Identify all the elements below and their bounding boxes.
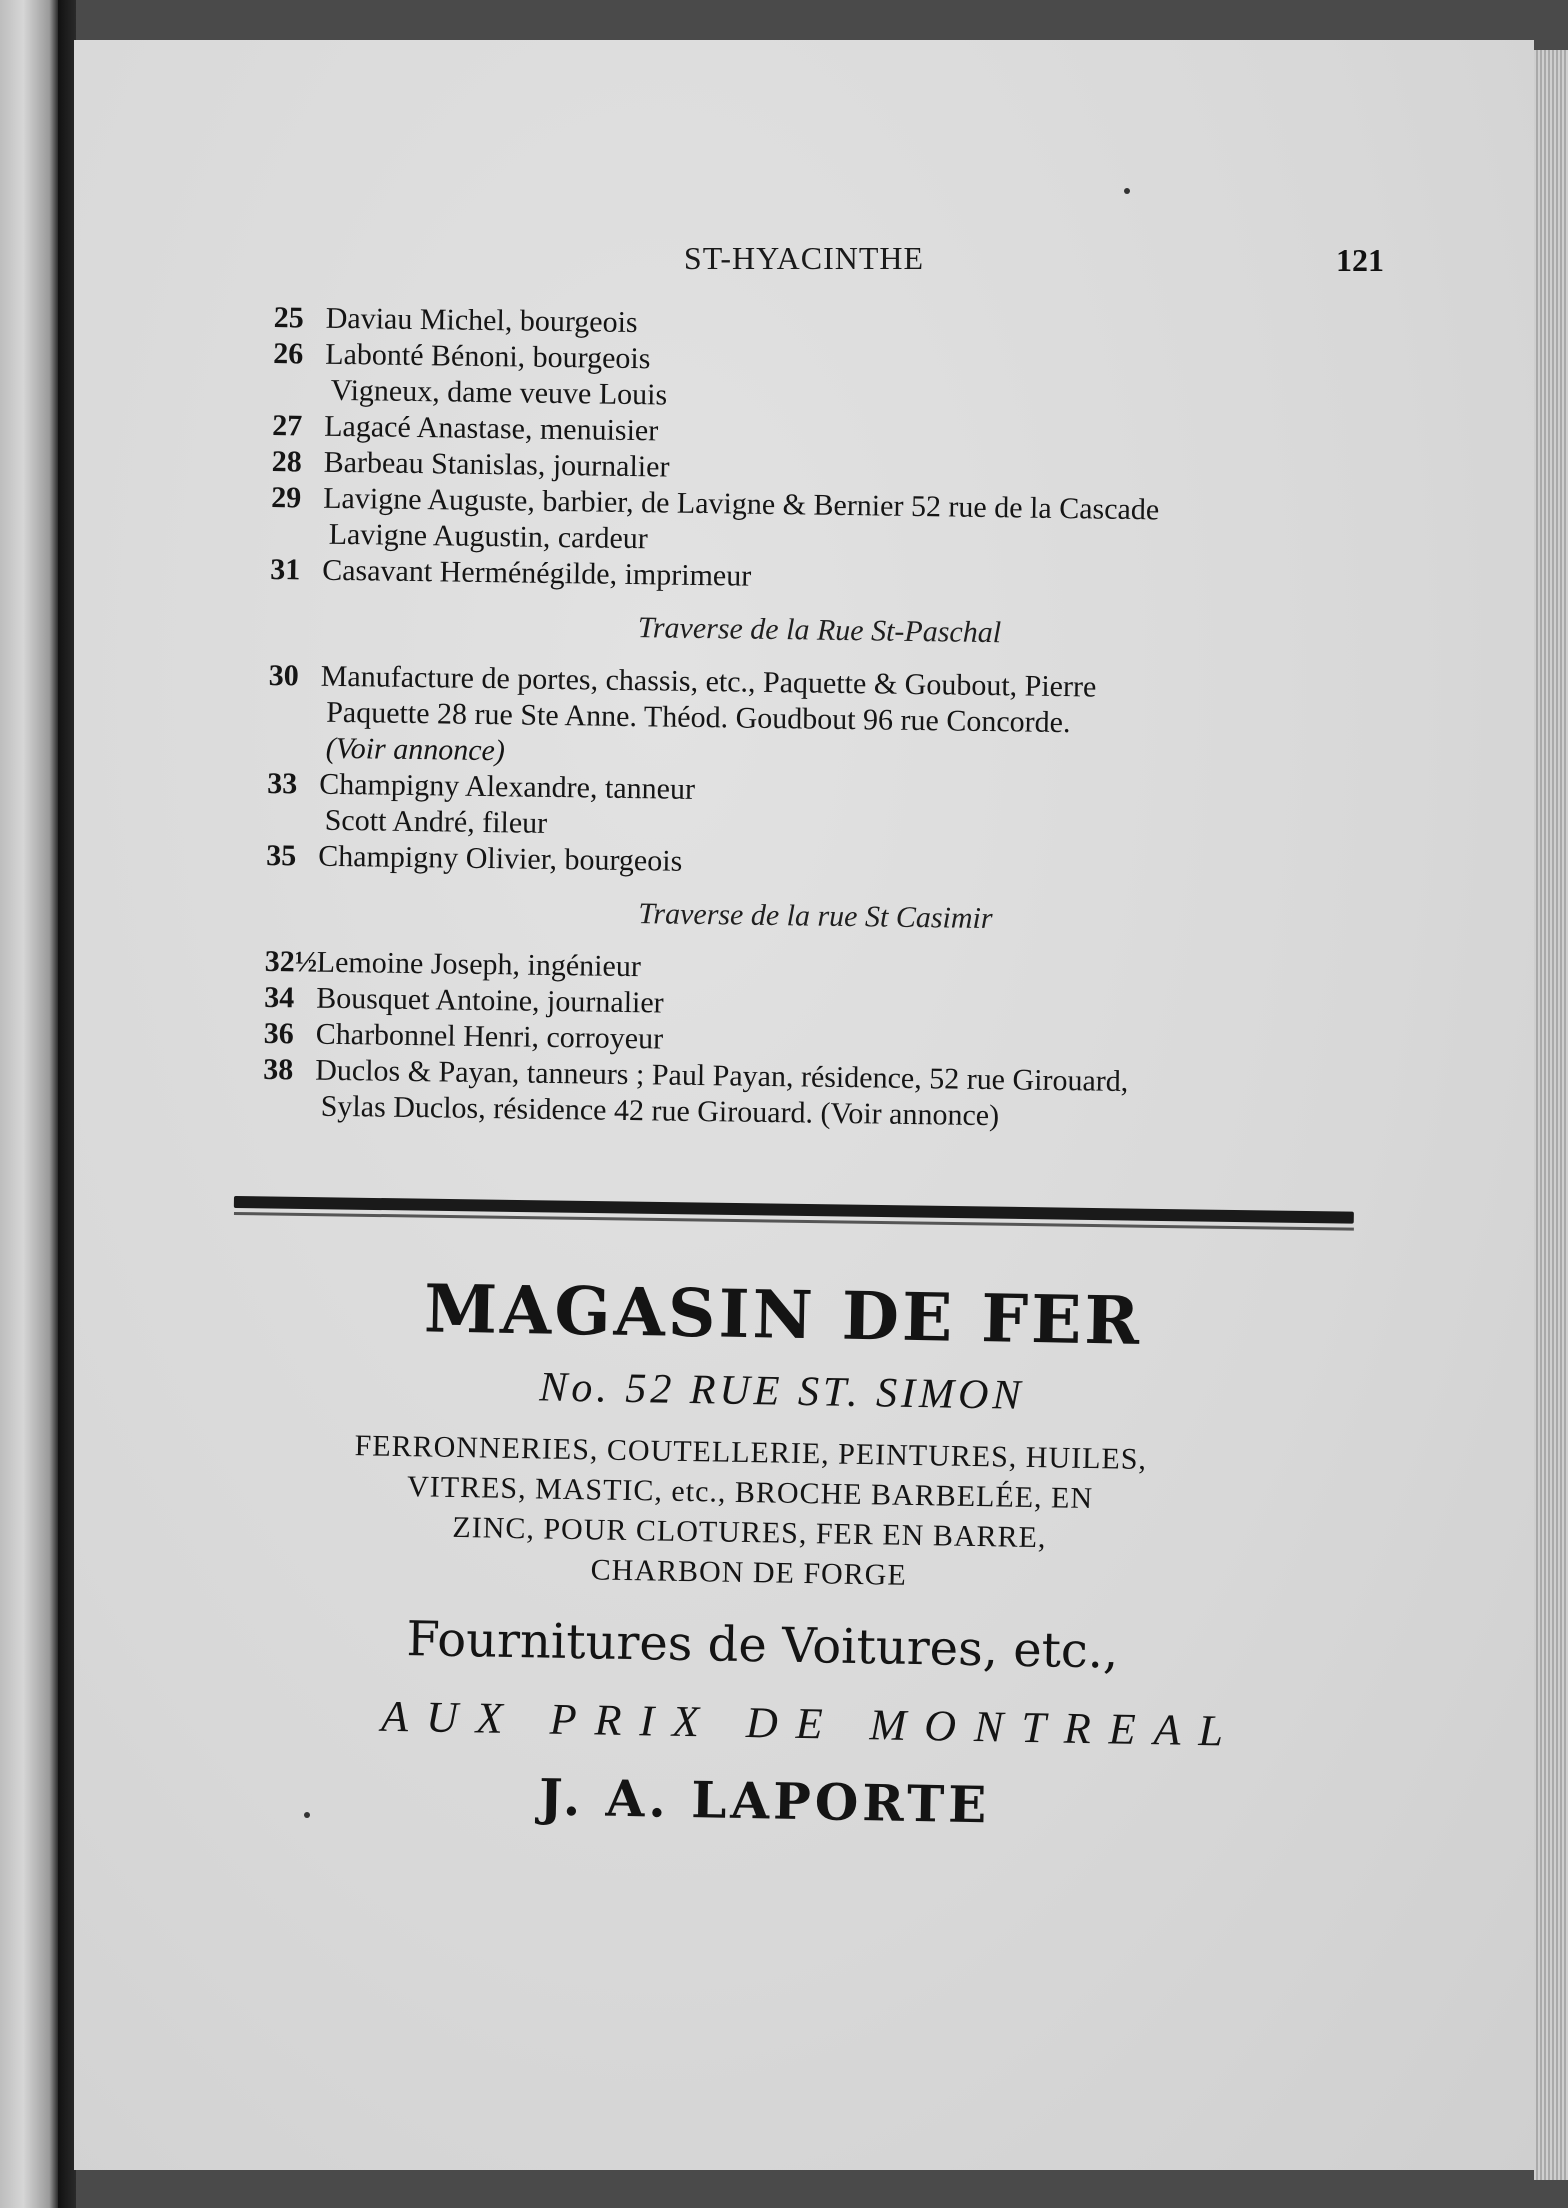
entry-text: Lavigne Augustin, cardeur <box>328 517 649 556</box>
advertisement <box>64 1257 1534 1854</box>
entry-text: Bousquet Antoine, journalier <box>316 981 664 1020</box>
entry-text: Lagacé Anastase, menuisier <box>324 409 659 448</box>
entry-text: Lavigne Auguste, barbier, de Lavigne & Bernier 52 rue de la Cascade <box>323 481 1160 527</box>
page-header <box>74 240 1534 280</box>
entry-number: 38 <box>263 1052 294 1087</box>
entry-number: 30 <box>268 658 299 693</box>
page-stack-edge <box>1534 50 1568 2180</box>
entry-text: Paquette 28 rue Ste Anne. Théod. Goudbout 96 rue Concorde. <box>326 695 1071 740</box>
ink-speck <box>1124 188 1130 194</box>
ad-merchant-name: J. A. LAPORTE <box>538 1767 991 1835</box>
entry-text: Duclos & Payan, tanneurs ; Paul Payan, résidence, 52 rue Girouard, <box>315 1053 1129 1099</box>
entry-text: Champigny Olivier, bourgeois <box>318 839 683 878</box>
entry-text: Lemoine Joseph, ingénieur <box>316 945 642 984</box>
entry-number: 33 <box>267 766 298 801</box>
entry-number: 26 <box>273 336 304 371</box>
ad-title: MAGASIN DE FER <box>423 1269 1143 1360</box>
entry-text: Scott André, fileur <box>324 803 548 840</box>
ad-fournitures: Fournitures de Voitures, etc., <box>406 1611 1119 1680</box>
ad-goods-line: CHARBON DE FORGE <box>590 1553 907 1592</box>
directory-page <box>74 40 1534 2170</box>
ad-goods-line: ZINC, POUR CLOTURES, FER EN BARRE, <box>452 1510 1047 1555</box>
previous-page-edge <box>0 0 58 2208</box>
page-number: 121 <box>1336 242 1384 278</box>
entry-number: 32½ <box>264 944 318 979</box>
entry-text: Vigneux, dame veuve Louis <box>330 373 668 412</box>
section-heading-st-casimir: Traverse de la rue St Casimir <box>638 897 993 936</box>
entry-text: Labonté Bénoni, bourgeois <box>325 337 651 376</box>
entry-number: 29 <box>271 480 302 515</box>
entry-text: Champigny Alexandre, tanneur <box>319 767 696 806</box>
entry-text: Sylas Duclos, résidence 42 rue Girouard. (Voir annonce) <box>320 1089 1000 1133</box>
ad-address: No. 52 RUE ST. SIMON <box>538 1364 1025 1419</box>
entry-number: 34 <box>264 980 295 1015</box>
entry-text: (Voir annonce) <box>325 731 506 768</box>
directory-entries <box>262 300 1493 1141</box>
ink-speck <box>304 1812 310 1818</box>
ad-goods-line: VITRES, MASTIC, etc., BROCHE BARBELÉE, EN <box>406 1470 1094 1516</box>
entry-number: 35 <box>266 838 297 873</box>
running-title: ST-HYACINTHE <box>683 240 925 276</box>
entry-text: Manufacture de portes, chassis, etc., Paquette & Goubout, Pierre <box>320 659 1097 704</box>
ad-goods-line: FERRONNERIES, COUTELLERIE, PEINTURES, HUILES, <box>354 1429 1148 1477</box>
entry-text: Casavant Herménégilde, imprimeur <box>322 553 752 593</box>
ad-prix: AUX PRIX DE MONTREAL <box>380 1691 1242 1756</box>
entry-text: Charbonnel Henri, corroyeur <box>315 1017 664 1056</box>
entry-number: 28 <box>271 444 302 479</box>
section-heading-st-paschal: Traverse de la Rue St-Paschal <box>637 611 1002 650</box>
entry-text: Barbeau Stanislas, journalier <box>323 445 670 484</box>
entry-number: 25 <box>273 300 304 335</box>
entry-number: 36 <box>263 1016 294 1051</box>
ad-goods-list <box>248 1424 1251 1601</box>
entry-number: 31 <box>270 552 301 587</box>
entry-text: Daviau Michel, bourgeois <box>325 301 638 340</box>
entry-number: 27 <box>272 408 303 443</box>
